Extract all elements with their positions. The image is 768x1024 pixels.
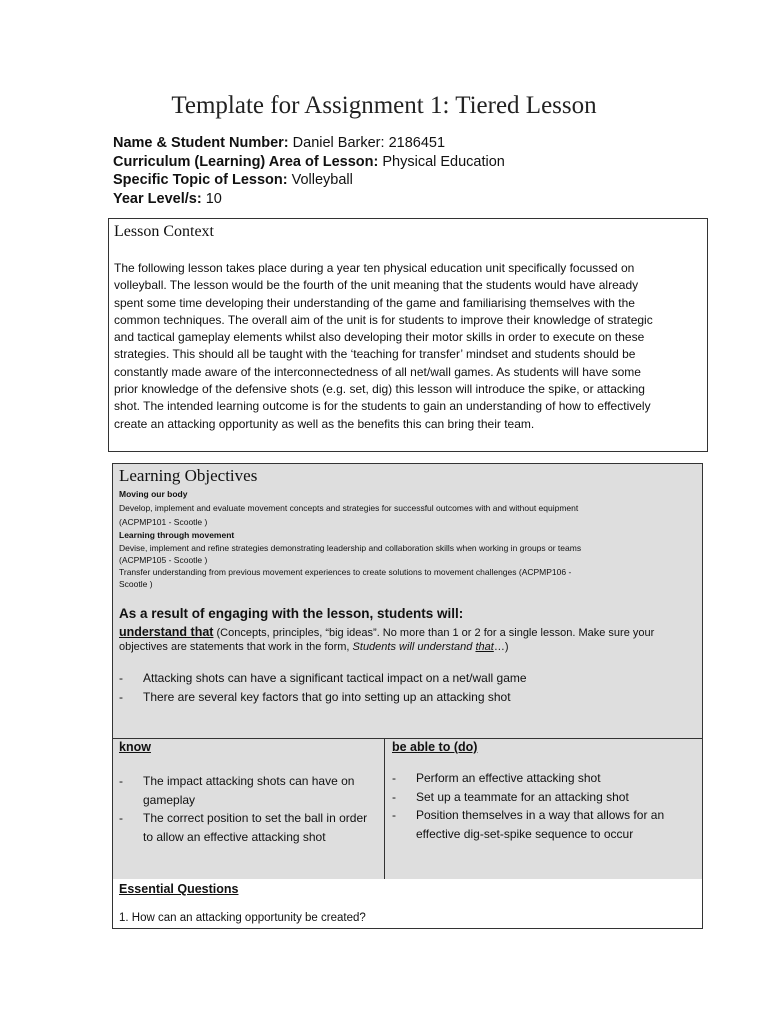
- know-heading: know: [119, 740, 151, 754]
- list-item: [119, 772, 374, 809]
- learning-objectives-table: [112, 463, 703, 929]
- understanding-item: Attacking shots can have a significant tactical impact on a net/wall game: [143, 671, 527, 685]
- result-heading: As a result of engaging with the lesson, students will:: [119, 606, 464, 621]
- do-item: Set up a teammate for an attacking shot: [416, 789, 629, 804]
- context-line: common techniques. The overall aim of the unit is for students to improve their knowledge of strategic: [114, 312, 653, 327]
- student-details: [113, 134, 505, 208]
- year-row: [113, 190, 505, 209]
- objective-code: (ACPMP101 - Scootle ): [119, 517, 208, 527]
- objective-text: Devise, implement and refine strategies demonstrating leadership and collaboration skills when working in groups or teams: [119, 543, 582, 553]
- year-value: 10: [201, 190, 222, 207]
- essential-questions-heading: Essential Questions: [119, 882, 239, 896]
- objective-code: Scootle ): [119, 579, 153, 589]
- context-line: The following lesson takes place during a year ten physical education unit specifically focussed on: [114, 261, 635, 275]
- area-value: Physical Education: [378, 153, 505, 170]
- bullet-dash: -: [119, 671, 123, 685]
- divider: [384, 738, 385, 879]
- essential-questions-section: [113, 879, 702, 928]
- context-line: constantly made aware of the interconnectedness of all net/wall games. As students will have some: [114, 364, 641, 379]
- context-line: strategies. This should all be taught with the ‘teaching for transfer’ mindset and students should be: [114, 347, 636, 362]
- essential-question: 1. How can an attacking opportunity be created?: [119, 912, 366, 924]
- topic-label: Specific Topic of Lesson:: [113, 172, 288, 188]
- topic-value: Volleyball: [287, 172, 353, 188]
- know-list: [119, 772, 374, 846]
- list-item: [119, 689, 511, 706]
- understand-that-text: [119, 625, 697, 654]
- understand-that-guidance: (Concepts, principles, “big ideas”. No more than 1 or 2 for a single lesson. Make sure your objectives are statements that work in the form,: [119, 627, 655, 653]
- divider: [113, 738, 702, 739]
- understand-italic-that: that: [475, 641, 494, 653]
- year-label: Year Level/s:: [113, 190, 202, 207]
- context-line: volleyball. The lesson would be the fourth of the unit meaning that the students would have already: [114, 278, 639, 293]
- objective-text: Transfer understanding from previous movement experiences to create solutions to movement challenges (ACPMP106 -: [119, 567, 572, 577]
- understanding-item: There are several key factors that go into setting up an attacking shot: [143, 690, 511, 704]
- name-row: [113, 134, 505, 153]
- understand-ellipsis: …): [493, 641, 509, 653]
- bullet-dash: -: [392, 771, 396, 785]
- objective-subheading: Learning through movement: [119, 530, 235, 540]
- know-item: The correct position to set the ball in order to allow an effective attacking shot: [143, 811, 368, 844]
- do-heading: be able to (do): [392, 740, 478, 754]
- name-value: Daniel Barker: 2186451: [288, 135, 446, 151]
- objective-text: Develop, implement and evaluate movement concepts and strategies for successful outcomes with and without equipment: [119, 503, 579, 513]
- objective-code: (ACPMP105 - Scootle ): [119, 555, 208, 565]
- topic-row: [113, 171, 505, 190]
- do-list: [392, 769, 697, 843]
- bullet-dash: -: [392, 808, 396, 822]
- do-item: Perform an effective attacking shot: [416, 771, 601, 785]
- learning-objectives-heading: Learning Objectives: [119, 466, 258, 485]
- list-item: [119, 670, 527, 687]
- list-item: [119, 809, 374, 846]
- bullet-dash: -: [119, 690, 123, 704]
- bullet-dash: -: [392, 789, 396, 804]
- list-item: [392, 806, 697, 843]
- context-line: prior knowledge of the defensive shots (e.g. set, dig) this lesson will introduce the spike, or attacking: [114, 382, 645, 397]
- bullet-dash: -: [119, 774, 123, 788]
- context-line: create an attacking opportunity as well as the benefits this can bring their team.: [114, 416, 535, 431]
- objective-subheading: Moving our body: [119, 489, 188, 499]
- context-line: shot. The intended learning outcome is for the students to gain an understanding of how to effectively: [114, 399, 651, 414]
- context-line: and tactical gameplay elements whilst also developing their motor skills in order to execute on these: [114, 330, 645, 345]
- know-item: The impact attacking shots can have on gameplay: [143, 774, 355, 807]
- list-item: [392, 769, 697, 788]
- area-row: [113, 153, 505, 172]
- bullet-dash: -: [119, 811, 123, 825]
- area-label: Curriculum (Learning) Area of Lesson:: [113, 153, 379, 170]
- lesson-context-paragraph: [114, 260, 702, 433]
- understand-italic: Students will understand: [352, 641, 476, 653]
- page-title: Template for Assignment 1: Tiered Lesson: [171, 92, 597, 119]
- lesson-context-box: [108, 218, 708, 452]
- context-line: spent some time developing their understanding of the game and familiarising themselves with the: [114, 295, 635, 310]
- lesson-context-heading: Lesson Context: [114, 223, 214, 240]
- name-label: Name & Student Number:: [113, 135, 289, 151]
- do-item: Position themselves in a way that allows for an effective dig-set-spike sequence to occur: [416, 808, 665, 841]
- understand-that-label: understand that: [119, 625, 214, 639]
- list-item: [392, 788, 697, 807]
